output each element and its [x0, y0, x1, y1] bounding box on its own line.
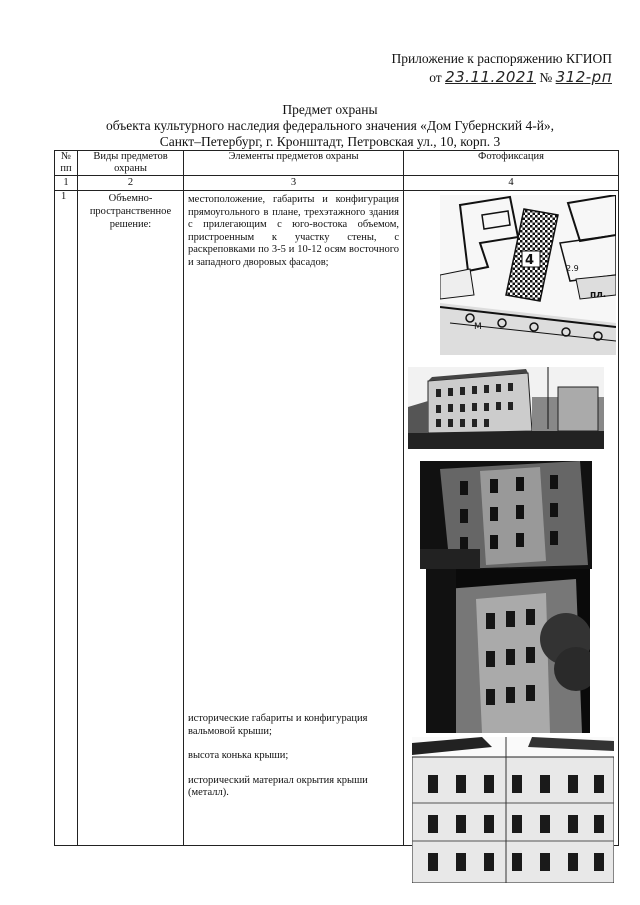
table-header-row [55, 151, 619, 176]
table-number-row [55, 176, 619, 191]
elements-roof-list [188, 713, 394, 812]
site-plan-photo [440, 195, 616, 355]
site-plan-building-number: 4 [525, 253, 535, 268]
row-protection-type: Объемно-пространственное решение: [78, 191, 184, 846]
order-number: 312-рп [555, 68, 612, 86]
site-plan-side-label: М [474, 322, 482, 332]
elements-volume-description: местоположение, габариты и конфигурация прямоугольного в плане, трехэтажного здания с прилегающим с юго-востока объемом, пристроенным к участку стены, с раскреповками по 3-5 и 10-12 осям восточного и западного дворовых фасадов; [188, 194, 399, 268]
col-number-3: 3 [184, 176, 404, 191]
col-number-4: 4 [404, 176, 619, 191]
site-plan-street-label: пл. [590, 290, 607, 300]
protection-table [54, 150, 619, 846]
date-prefix: от [429, 70, 442, 85]
document-title [40, 102, 620, 150]
col-number-2: 2 [78, 176, 184, 191]
title-line-2: объекта культурного наследия федерального значения «Дом Губернский 4-й», [105, 118, 555, 133]
row-number: 1 [55, 191, 78, 846]
appendix-title: Приложение к распоряжению КГИОП [391, 51, 612, 66]
order-date: 23.11.2021 [445, 68, 536, 86]
col-header-type: Виды предметов охраны [78, 151, 184, 176]
col-header-photo: Фотофиксация [404, 151, 619, 176]
roof-element-1: исторические габариты и конфигурация вальмовой крыши; [188, 713, 368, 737]
table-row [55, 191, 619, 846]
order-reference [360, 68, 612, 87]
corner-view-photo [426, 569, 590, 733]
title-line-3: Санкт–Петербург, г. Кронштадт, Петровская ул., 10, корп. 3 [159, 134, 501, 149]
row-photos [404, 191, 619, 846]
title-line-1: Предмет охраны [282, 102, 378, 117]
row-elements [184, 191, 404, 846]
col-header-no: № пп [55, 151, 78, 176]
appendix-note [360, 50, 612, 87]
main-facade-photo [412, 737, 614, 883]
street-view-photo [408, 367, 604, 449]
col-header-elements: Элементы предметов охраны [184, 151, 404, 176]
site-plan-marker: 2.9 [566, 264, 579, 273]
courtyard-facade-photo [420, 461, 592, 569]
col-number-1: 1 [55, 176, 78, 191]
number-prefix: № [539, 70, 553, 85]
roof-element-3: исторический материал окрытия крыши (металл). [188, 774, 368, 798]
roof-element-2: высота конька крыши; [188, 750, 289, 761]
